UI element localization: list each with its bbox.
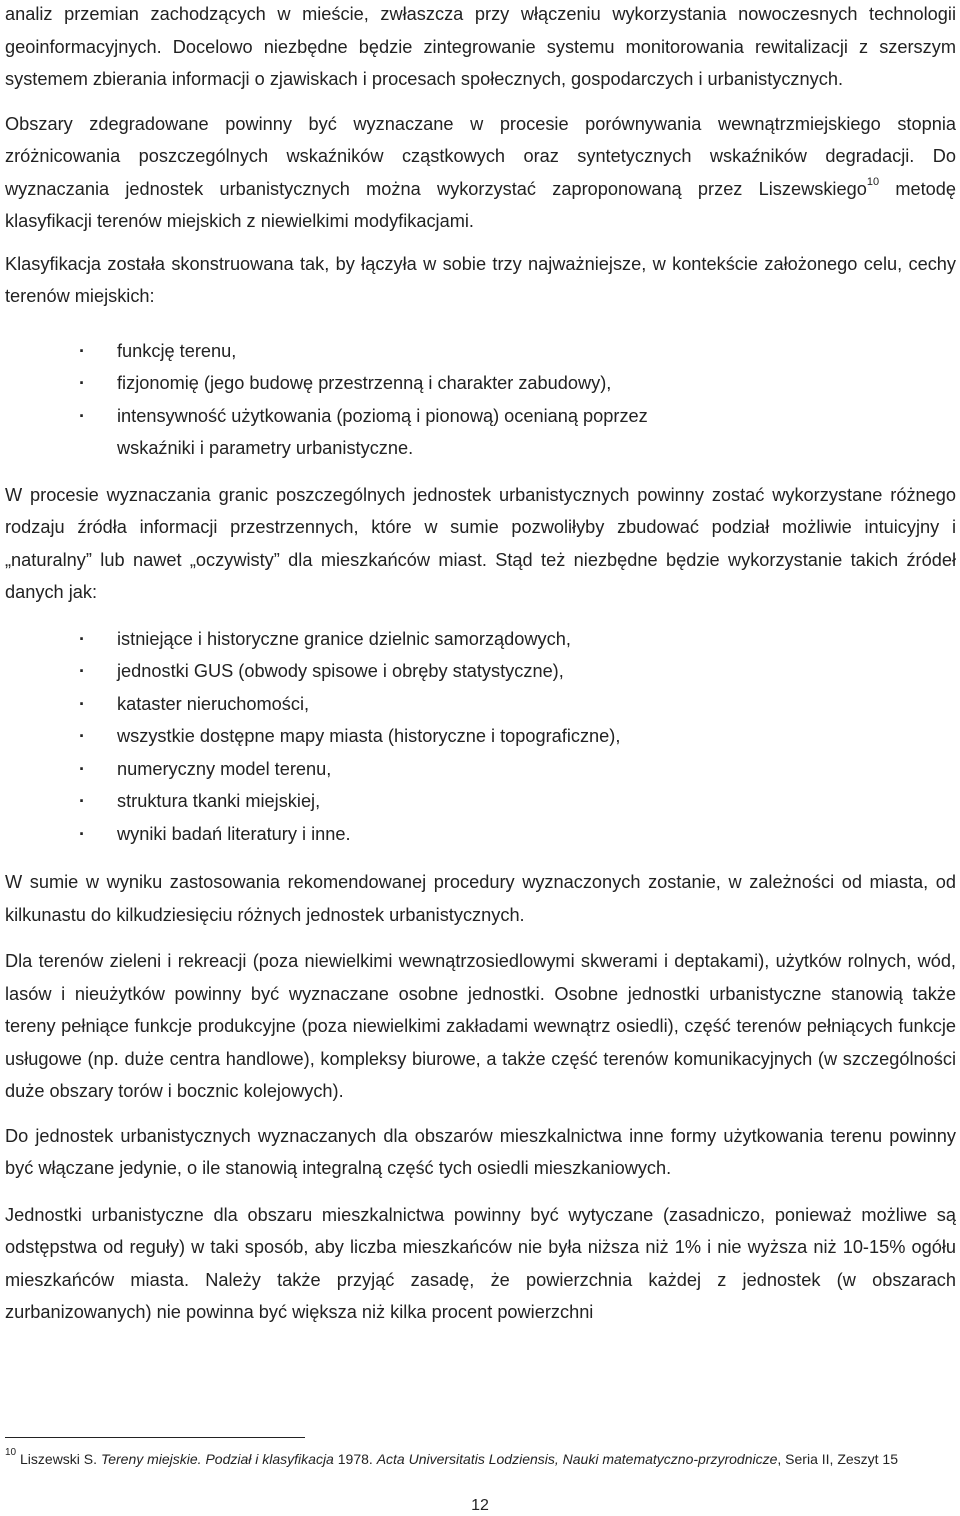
footnote bbox=[5, 1448, 956, 1470]
paragraph-degraded-areas bbox=[5, 108, 956, 238]
list-item: · istniejące i historyczne granice dzielnic samorządowych, bbox=[5, 623, 956, 656]
list-item: · numeryczny model terenu, bbox=[5, 753, 956, 786]
list-item-continuation: wskaźniki i parametry urbanistyczne. bbox=[117, 438, 414, 458]
paragraph-residential-units: Do jednostek urbanistycznych wyznaczanych dla obszarów mieszkalnictwa inne formy użytkowania terenu powinny być włączane jedynie, o ile stanowią integralną część tych osiedli mieszkaniowych. bbox=[5, 1125, 956, 1178]
paragraph-classification: Klasyfikacja została skonstruowana tak, by łączyła w sobie trzy najważniejsze, w kontekście założonego celu, cechy terenów miejskich: bbox=[5, 253, 956, 306]
bullet-icon: · bbox=[79, 405, 86, 426]
list-item: · funkcję terenu, bbox=[5, 335, 956, 368]
bullet-icon: · bbox=[79, 791, 86, 811]
footnote-series: Acta Universitatis Lodziensis, Nauki matematyczno-przyrodnicze bbox=[376, 1451, 778, 1467]
features-list bbox=[5, 335, 956, 465]
list-item: · kataster nieruchomości, bbox=[5, 688, 956, 721]
bullet-icon: · bbox=[79, 823, 86, 844]
bullet-icon: · bbox=[79, 758, 86, 779]
data-sources-list bbox=[5, 623, 956, 851]
paragraph-degraded-areas-text: Obszary zdegradowane powinny być wyznaczane w procesie porównywania wewnątrzmiejskiego stopnia zróżnicowania poszczególnych wskaźników cząstkowych oraz syntetycznych wskaźników degradacji. Do wyznaczania jednostek urbanistycznych można wykorzystać zaproponowaną przez bbox=[5, 113, 956, 199]
list-item: · intensywność użytkowania (poziomą i pionową) ocenianą poprzez wskaźniki i parametry urbanistyczne. bbox=[5, 400, 956, 465]
list-item: · wyniki badań literatury i inne. bbox=[5, 818, 956, 851]
list-item: · wszystkie dostępne mapy miasta (historyczne i topograficzne), bbox=[5, 720, 956, 753]
bullet-icon: · bbox=[79, 693, 86, 714]
page-number: 12 bbox=[471, 1497, 489, 1514]
paragraph-green-areas: Dla terenów zieleni i rekreacji (poza niewielkimi wewnątrzosiedlowymi skwerami i deptakami), użytków rolnych, wód, lasów i nieużytków powinny być wyznaczane osobne jednostki. Osobne jednostki urbanistyczne stanowią także tereny pełniące funkcje produkcyjne (poza niewielkimi zakładami wewnątrz osiedli), część terenów pełniących funkcje usługowe (np. duże centra handlowe), kompleksy biurowe, a także część terenów komunikacyjnych (w szczególności duże obszary torów i bocznic kolejowych). bbox=[5, 951, 956, 1101]
paragraph-degraded-areas-tail: metodę klasyfikacji terenów miejskich z niewielkimi modyfikacjami. bbox=[5, 178, 956, 231]
list-item: · fizjonomię (jego budowę przestrzenną i charakter zabudowy), bbox=[5, 367, 956, 400]
document-body bbox=[5, 0, 956, 1329]
list-item: · struktura tkanki miejskiej, bbox=[5, 785, 956, 818]
paragraph-intro: analiz przemian zachodzących w mieście, zwłaszcza przy włączeniu wykorzystania nowoczesnych technologii geoinformacyjnych. Docelowo niezbędne będzie zintegrowanie systemu monitorowania rewitalizacji z szerszym systemem zbierania informacji o zjawiskach i procesach społecznych, gospodarczych i urbanistycznych. bbox=[5, 4, 956, 89]
bullet-icon: · bbox=[79, 628, 86, 649]
bullet-icon: · bbox=[79, 340, 86, 361]
footnote-title: Tereny miejskie. Podział i klasyfikacja bbox=[100, 1451, 334, 1467]
bullet-icon: · bbox=[79, 726, 86, 746]
author-name: Liszewskiego bbox=[758, 178, 867, 199]
footnote-reference[interactable]: 10 bbox=[866, 176, 880, 189]
footnote-number: 10 bbox=[5, 1447, 17, 1459]
paragraph-population-rules: Jednostki urbanistyczne dla obszaru mieszkalnictwa powinny być wytyczane (zasadniczo, ponieważ możliwe są odstępstwa od reguły) w taki sposób, aby liczba mieszkańców nie była niższa niż 1% i nie wyższa niż 10-15% ogółu mieszkańców miasta. Należy także przyjąć zasadę, że powierzchnia każdej z jednostek (w obszarach zurbanizowanych) nie powinna być większa niż kilka procent powierzchni bbox=[5, 1204, 956, 1322]
footnote-separator bbox=[5, 1437, 305, 1438]
footnote-year: 1978. bbox=[333, 1451, 377, 1467]
bullet-icon: · bbox=[79, 373, 86, 393]
footnote-author: Liszewski S. bbox=[16, 1451, 101, 1467]
paragraph-boundaries: W procesie wyznaczania granic poszczególnych jednostek urbanistycznych powinny zostać wykorzystane różnego rodzaju źródła informacji przestrzennych, które w sumie pozwoliłyby zbudować podział możliwie intuicyjny i „naturalny” lub nawet „oczywisty” dla mieszkańców miast. Stąd też niezbędne będzie wykorzystanie takich źródeł danych jak: bbox=[5, 484, 956, 602]
bullet-icon: · bbox=[79, 661, 86, 681]
footnote-rest: , Seria II, Zeszyt 15 bbox=[777, 1451, 899, 1467]
paragraph-summary: W sumie w wyniku zastosowania rekomendowanej procedury wyznaczonych zostanie, w zależności od miasta, od kilkunastu do kilkudziesięciu różnych jednostek urbanistycznych. bbox=[5, 872, 956, 925]
list-item: · jednostki GUS (obwody spisowe i obręby statystyczne), bbox=[5, 655, 956, 688]
